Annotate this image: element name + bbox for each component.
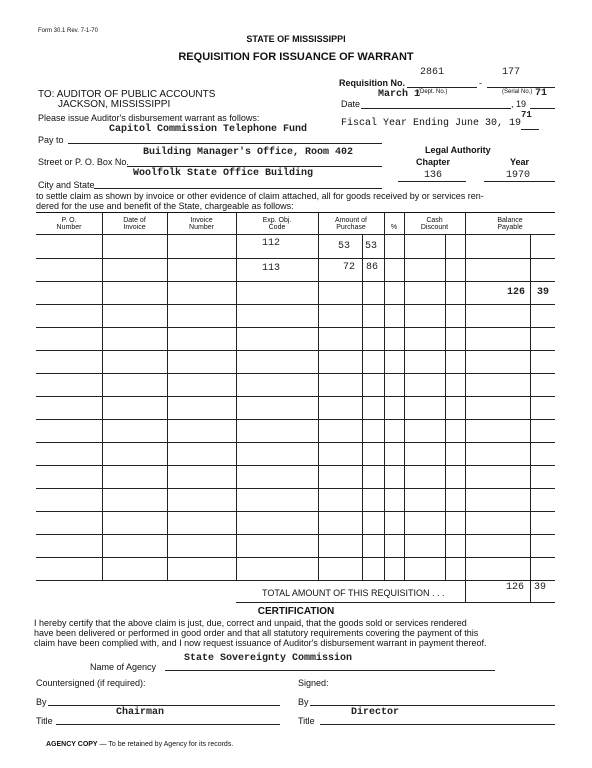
- header-invoice-line2: Number: [189, 224, 214, 231]
- chapter-value: 136: [424, 170, 443, 181]
- date-value: March 1: [378, 89, 421, 100]
- certification-line-1: I hereby certify that the above claim is just, due, correct and unpaid, that the goods sold or services rendered: [34, 618, 467, 628]
- requisition-label: Requisition No.: [339, 78, 405, 88]
- col-divider: [384, 212, 385, 580]
- title-line-left: [56, 724, 280, 725]
- footer-agency-copy: AGENCY COPY: [46, 741, 98, 748]
- street-label: Street or P. O. Box No.: [38, 157, 129, 167]
- requisition-number: 2861: [420, 67, 445, 78]
- header-po-line1: P. O.: [61, 217, 77, 224]
- dept-no-label: (Dept. No.): [418, 89, 448, 95]
- table-row: [36, 396, 555, 397]
- fiscal-year-line: [521, 129, 539, 130]
- header-amount-line1: Amount of: [335, 217, 367, 224]
- header-date-line1: Date of: [123, 217, 146, 224]
- table-row: [36, 580, 555, 581]
- table-row: [36, 442, 555, 443]
- header-balance-line2: Payable: [497, 224, 523, 231]
- row2-exp-code: 113: [262, 263, 281, 274]
- row2-amount-cents: 86: [366, 262, 379, 273]
- col-divider: [318, 212, 319, 580]
- balance-dollars: 126: [507, 287, 526, 298]
- total-dollars: 126: [506, 582, 525, 593]
- table-row: [36, 419, 555, 420]
- date-year-line: [530, 108, 555, 109]
- title-label-right: Title: [298, 716, 315, 726]
- date-year: 71: [535, 88, 548, 99]
- table-row: [36, 465, 555, 466]
- table-row: [36, 557, 555, 558]
- table-row: [36, 534, 555, 535]
- header-balance: [465, 217, 555, 231]
- total-cents: 39: [534, 582, 547, 593]
- header-percent: %: [390, 224, 398, 231]
- street-line: [127, 166, 382, 167]
- legal-authority-title: Legal Authority: [425, 145, 491, 155]
- serial-no-label: (Serial No.): [502, 89, 533, 95]
- header-po-line2: Number: [56, 224, 82, 231]
- certification-line-3: claim have been complied with, and I now request issuance of Auditor's disbursement warrant in payment thereof.: [34, 638, 487, 648]
- header-cash-discount: [404, 217, 465, 231]
- col-divider: [167, 212, 168, 580]
- total-label: TOTAL AMOUNT OF THIS REQUISITION . . .: [262, 588, 445, 598]
- header-po: [36, 217, 102, 231]
- street-value: Building Manager's Office, Room 402: [143, 147, 354, 158]
- table-row: [36, 488, 555, 489]
- year-value: 1970: [506, 170, 531, 181]
- header-invoice: [167, 217, 236, 231]
- table-row: [36, 258, 555, 259]
- col-divider: [465, 212, 466, 602]
- city-line: [94, 188, 382, 189]
- fiscal-year-text: Fiscal Year Ending June 30, 19: [341, 118, 522, 129]
- table-row: [36, 304, 555, 305]
- col-divider: [404, 212, 405, 580]
- pay-to-line: [68, 143, 382, 144]
- certification-title: CERTIFICATION: [257, 606, 335, 617]
- col-divider: [530, 234, 531, 602]
- chapter-label: Chapter: [416, 157, 451, 167]
- total-row-border: [236, 602, 555, 603]
- agency-value: State Sovereignty Commission: [184, 653, 353, 664]
- col-divider: [102, 212, 103, 580]
- signed-label: Signed:: [298, 678, 329, 688]
- date-year-prefix: , 19: [511, 99, 527, 109]
- to-line-3: Please issue Auditor's disbursement warrant as follows:: [38, 113, 260, 123]
- serial-number: 177: [502, 67, 521, 78]
- date-label: Date: [341, 99, 361, 109]
- document-title: REQUISITION FOR ISSUANCE OF WARRANT: [178, 51, 414, 63]
- agency-line: [165, 670, 495, 671]
- settle-text-1: to settle claim as shown by invoice or other evidence of claim attached, all for goods received by or services ren-: [36, 191, 484, 201]
- row1-amount-dollars: 53: [338, 241, 351, 252]
- certification-line-2: have been delivered or performed in good order and that all statutory requirements covering the payment of this: [34, 628, 479, 638]
- row1-exp-code: 112: [262, 238, 281, 249]
- year-line: [484, 181, 555, 182]
- footer-note: [46, 741, 233, 748]
- city-label: City and State: [38, 180, 95, 190]
- table-row: [36, 511, 555, 512]
- row1-amount-cents: 53: [365, 241, 378, 252]
- footer-rest: — To be retained by Agency for its records.: [97, 741, 234, 748]
- requisition-dash: -: [479, 78, 482, 88]
- left-title-value: Chairman: [116, 707, 165, 718]
- pay-to-label: Pay to: [38, 135, 64, 145]
- title-line-right: [320, 724, 555, 725]
- chapter-line: [398, 181, 466, 182]
- form-number: Form 30.1 Rev. 7-1-70: [38, 28, 98, 34]
- title-label-left: Title: [36, 716, 53, 726]
- year-label: Year: [510, 157, 530, 167]
- by-label-left: By: [36, 697, 47, 707]
- table-top-border: [36, 212, 555, 213]
- to-line-1: TO: AUDITOR OF PUBLIC ACCOUNTS: [38, 89, 216, 100]
- by-label-right: By: [298, 697, 309, 707]
- right-title-value: Director: [351, 707, 400, 718]
- header-cash-line2: Discount: [420, 224, 449, 231]
- by-line-left: [48, 705, 280, 706]
- header-invoice-line1: Invoice: [190, 217, 213, 224]
- table-row: [36, 281, 555, 282]
- row2-amount-dollars: 72: [343, 262, 356, 273]
- agency-label: Name of Agency: [90, 662, 157, 672]
- col-divider: [445, 234, 446, 580]
- fiscal-year-value: 71: [521, 110, 532, 120]
- col-divider: [236, 212, 237, 580]
- table-row: [36, 373, 555, 374]
- header-amount: [318, 217, 384, 231]
- date-line: [361, 108, 511, 109]
- table-row: [36, 350, 555, 351]
- by-line-right: [310, 705, 555, 706]
- requisition-number-line: [407, 87, 477, 88]
- header-date-line2: Invoice: [123, 224, 146, 231]
- pay-to-value: Capitol Commission Telephone Fund: [109, 124, 308, 135]
- state-title: STATE OF MISSISSIPPI: [246, 34, 346, 44]
- header-exp-line1: Exp. Obj.: [262, 217, 292, 224]
- header-date: [102, 217, 167, 231]
- settle-text-2: dered for the use and benefit of the State, chargeable as follows:: [36, 201, 294, 211]
- header-cash-line1: Cash: [426, 217, 443, 224]
- header-amount-line2: Purchase: [336, 224, 366, 231]
- table-header-border: [36, 234, 555, 235]
- countersigned-label: Countersigned (if required):: [36, 678, 146, 688]
- city-value: Woolfolk State Office Building: [133, 168, 314, 179]
- table-row: [36, 327, 555, 328]
- header-balance-line1: Balance: [497, 217, 523, 224]
- header-exp-line2: Code: [268, 224, 286, 231]
- to-line-2: JACKSON, MISSISSIPPI: [58, 99, 171, 110]
- header-exp-code: [236, 217, 318, 231]
- col-divider: [362, 234, 363, 580]
- balance-cents: 39: [537, 287, 550, 298]
